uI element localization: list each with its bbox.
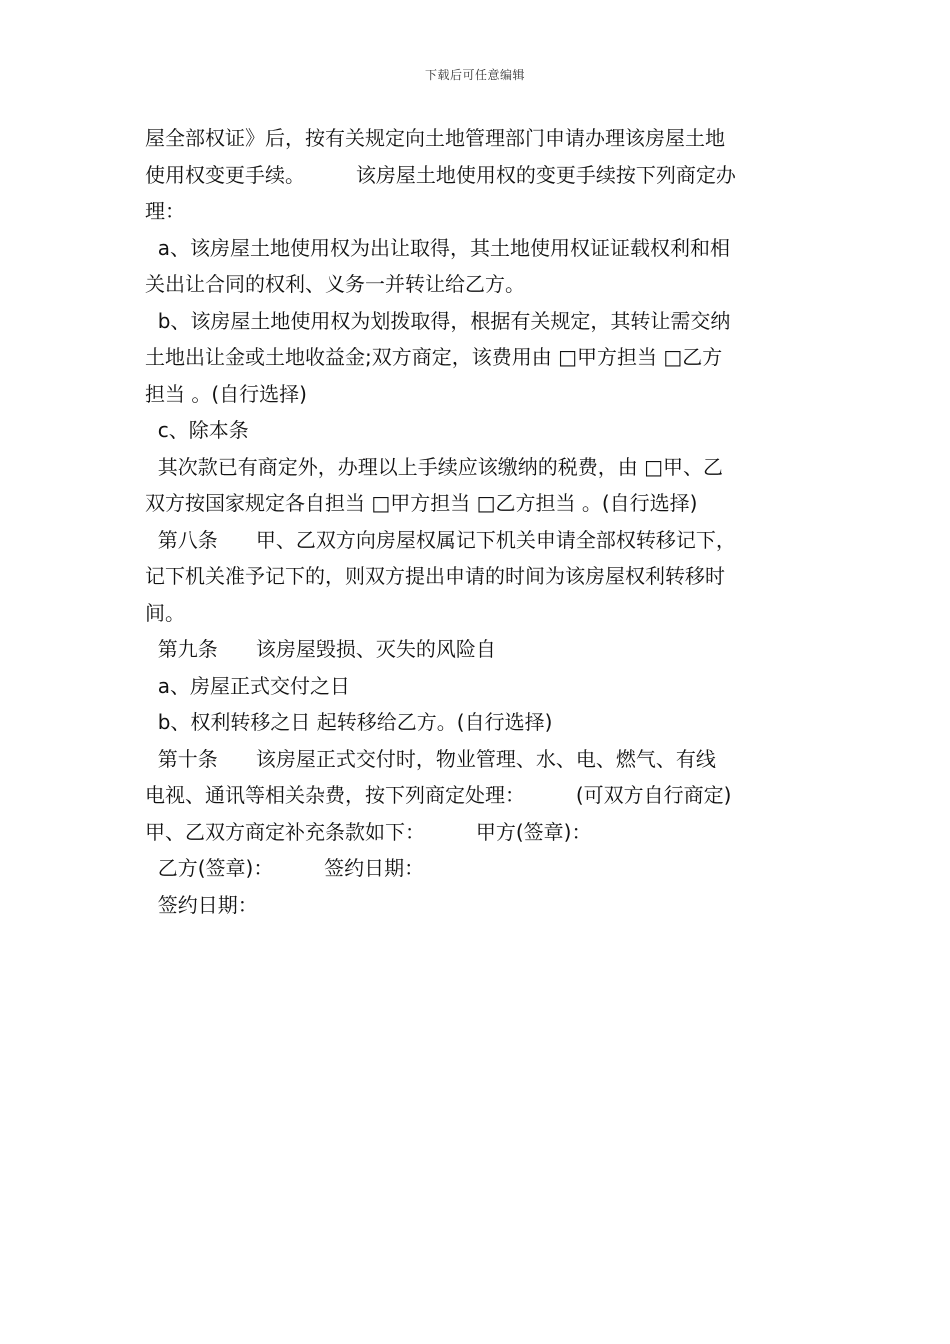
body-line: 记下机关准予记下的，则双方提出申请的时间为该房屋权利转移时 xyxy=(145,564,725,588)
body-line: a、房屋正式交付之日 xyxy=(145,673,350,698)
body-line: 土地出让金或土地收益金;双方商定，该费用由 □甲方担当 □乙方 xyxy=(145,345,723,369)
body-line: 第九条 该房屋毁损、灭失的风险自 xyxy=(145,637,496,661)
body-line: b、该房屋土地使用权为划拨取得，根据有关规定，其转让需交纳 xyxy=(145,308,731,333)
body-line: 屋全部权证》后，按有关规定向土地管理部门申请办理该房屋土地 xyxy=(145,126,725,150)
body-line: 担当 。(自行选择) xyxy=(145,381,307,406)
contract-body xyxy=(145,120,810,923)
body-line: 双方按国家规定各自担当 □甲方担当 □乙方担当 。(自行选择) xyxy=(145,491,698,515)
body-line: 第十条 该房屋正式交付时，物业管理、水、电、燃气、有线 xyxy=(145,746,716,771)
body-line: 甲、乙双方商定补充条款如下： 甲方(签章)： xyxy=(145,819,592,844)
body-line: c、除本条 xyxy=(145,418,249,442)
body-line: 理： xyxy=(145,199,185,223)
body-line: 使用权变更手续。 该房屋土地使用权的变更手续按下列商定办 xyxy=(145,162,736,187)
body-line: 关出让合同的权利、义务一并转让给乙方。 xyxy=(145,272,525,296)
body-line: b、权利转移之日 起转移给乙方。(自行选择) xyxy=(145,710,553,734)
body-line: 第八条 甲、乙双方向房屋权属记下机关申请全部权转移记下， xyxy=(145,527,736,552)
body-line: 其次款已有商定外，办理以上手续应该缴纳的税费，由 □甲、乙 xyxy=(145,454,723,479)
body-line: 签约日期： xyxy=(145,892,258,917)
body-line: a、该房屋土地使用权为出让取得，其土地使用权证证载权利和相 xyxy=(145,235,730,260)
body-line: 电视、通讯等相关杂费，按下列商定处理： (可双方自行商定) xyxy=(145,783,732,807)
body-line: 间。 xyxy=(145,600,185,625)
page-header: 下载后可任意编辑 xyxy=(424,68,525,82)
body-line: 乙方(签章)： 签约日期： xyxy=(145,856,425,880)
